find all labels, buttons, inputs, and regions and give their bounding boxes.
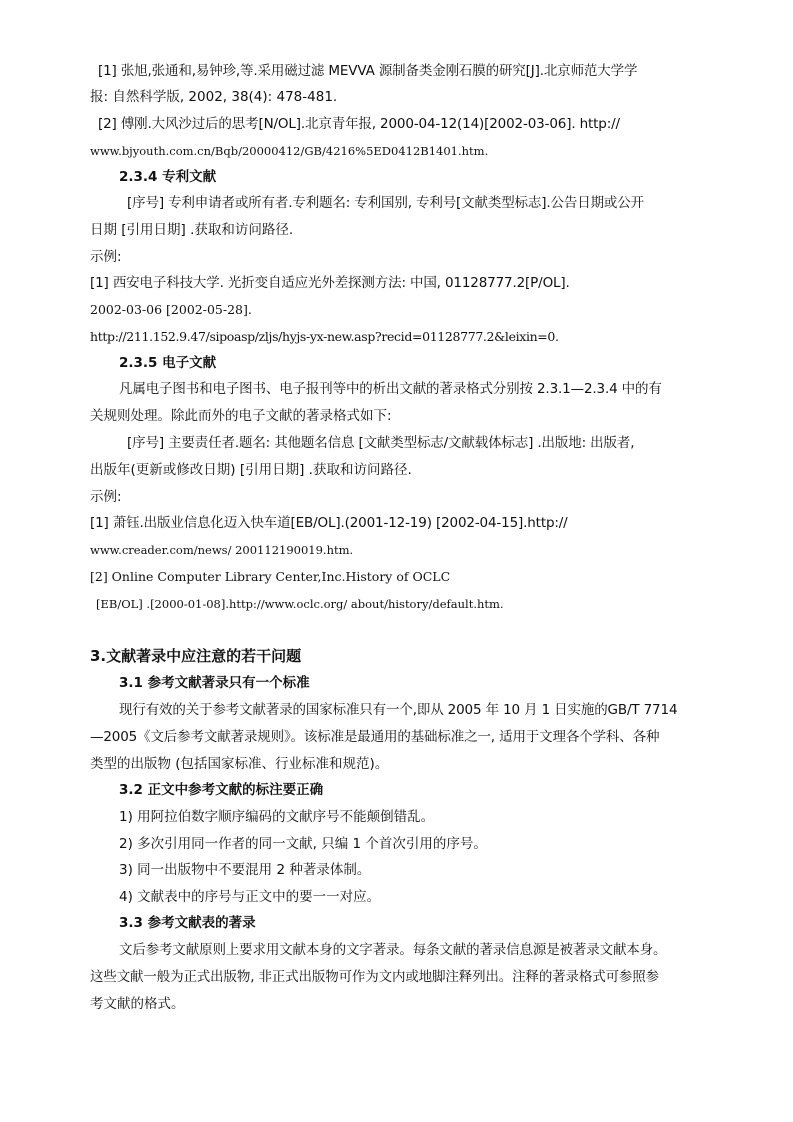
reference-1-line-1: [1] 张旭,张通和,易钟珍,等.采用磁过滤 MEVVA 源制备类金刚石膜的研究[J].北京师范大学学 [98, 63, 638, 79]
patent-example-line-3: http://211.152.9.47/sipoasp/zljs/hyjs-yx-new.asp?recid=01128777.2&leixin=0. [90, 329, 559, 344]
section-3-1-line-2: —2005《文后参考文献著录规则》。该标准是最通用的基础标准之一, 适用于文理各个学科、各种 [90, 729, 660, 745]
electronic-example-2-line-1: [2] Online Computer Library Center,Inc.History of OCLC [90, 569, 451, 584]
electronic-format-line-1: [序号] 主要责任者.题名: 其他题名信息 [文献类型标志/文献载体标志] .出版地: 出版者, [127, 435, 635, 451]
electronic-example-1-line-2: www.creader.com/news/ 200112190019.htm. [90, 543, 354, 557]
reference-1-line-2: 报: 自然科学版, 2002, 38(4): 478-481. [90, 89, 338, 105]
list-item: 1) 用阿拉伯数字顺序编码的文献序号不能颠倒错乱。 [119, 809, 435, 825]
section-heading-2-3-4: 2.3.4 专利文献 [119, 169, 217, 185]
electronic-example-1-line-1: [1] 萧钰.出版业信息化迈入快车道[EB/OL].(2001-12-19) [2002-04-15].http:// [90, 515, 568, 531]
electronic-paragraph-line-2: 关规则处理。除此而外的电子文献的著录格式如下: [90, 408, 392, 424]
section-3-3-line-2: 这些文献一般为正式出版物, 非正式出版物可作为文内或地脚注释列出。注释的著录格式可参照参 [90, 969, 659, 985]
list-item: 4) 文献表中的序号与正文中的要一一对应。 [119, 889, 381, 905]
section-heading-3-2: 3.2 正文中参考文献的标注要正确 [119, 782, 324, 798]
section-heading-3-1: 3.1 参考文献著录只有一个标准 [119, 675, 310, 691]
electronic-format-line-2: 出版年(更新或修改日期) [引用日期] .获取和访问路径. [90, 462, 412, 478]
patent-example-line-2: 2002-03-06 [2002-05-28]. [90, 302, 252, 317]
section-3-3-line-3: 考文献的格式。 [90, 996, 185, 1012]
electronic-example-2-line-2: [EB/OL] .[2000-01-08].http://www.oclc.org/ about/history/default.htm. [96, 597, 504, 611]
electronic-example-label: 示例: [90, 489, 122, 505]
section-3-1-line-1: 现行有效的关于参考文献著录的国家标准只有一个,即从 2005 年 10 月 1 日实施的GB/T 7714 [119, 702, 678, 718]
section-heading-3-3: 3.3 参考文献表的著录 [119, 915, 256, 931]
section-3-1-line-3: 类型的出版物 (包括国家标准、行业标准和规范)。 [90, 756, 389, 772]
reference-2-line-1: [2] 傅刚.大风沙过后的思考[N/OL].北京青年报, 2000-04-12(14)[2002-03-06]. http:// [98, 116, 620, 132]
reference-2-line-2: www.bjyouth.com.cn/Bqb/20000412/GB/4216%5ED0412B1401.htm. [90, 144, 489, 158]
section-heading-3: 3.文献著录中应注意的若干问题 [90, 647, 302, 665]
list-item: 2) 多次引用同一作者的同一文献, 只编 1 个首次引用的序号。 [119, 836, 487, 852]
list-item: 3) 同一出版物中不要混用 2 种著录体制。 [119, 862, 371, 878]
section-3-3-line-1: 文后参考文献原则上要求用文献本身的文字著录。每条文献的著录信息源是被著录文献本身。 [119, 942, 667, 958]
patent-example-label: 示例: [90, 249, 122, 265]
section-heading-2-3-5: 2.3.5 电子文献 [119, 355, 217, 371]
electronic-paragraph-line-1: 凡属电子图书和电子图书、电子报刊等中的析出文献的著录格式分别按 2.3.1—2.3.4 中的有 [119, 381, 662, 397]
patent-format-line-2: 日期 [引用日期] .获取和访问路径. [90, 222, 294, 238]
patent-example-line-1: [1] 西安电子科技大学. 光折变自适应光外差探测方法: 中国, 01128777.2[P/OL]. [90, 275, 570, 291]
patent-format-line-1: [序号] 专利申请者或所有者.专利题名: 专利国别, 专利号[文献类型标志].公告日期或公开 [127, 195, 644, 211]
